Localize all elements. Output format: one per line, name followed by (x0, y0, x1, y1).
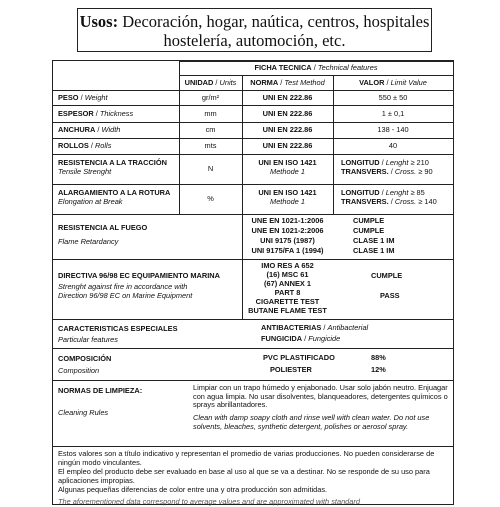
row-espesor-norm: UNI EN 222.86 (262, 109, 313, 118)
divider (53, 348, 453, 349)
traccion-unit: N (207, 164, 214, 173)
divider (179, 75, 453, 76)
row-rollos-unit: mts (204, 141, 217, 150)
divider (53, 259, 453, 260)
especiales-feature-2: FUNGICIDA / Fungicide (261, 334, 341, 343)
divider (53, 122, 453, 123)
divider (53, 214, 453, 215)
limpieza-text-es: Limpiar con un trapo húmedo y enjabonado. Usar solo jabón neutro. Enjuagar con agua limpia. No usar disolventes, blanqueadores, detergentes químicos o sprays abrillantadores. (193, 383, 448, 410)
row-anchura-label: ANCHURA / Width (58, 125, 121, 134)
row-rollos-label: ROLLOS / Rolls (58, 141, 112, 150)
divider (53, 154, 453, 155)
traccion-norm: UNI EN ISO 1421 (258, 158, 317, 167)
sheet-title: FICHA TECNICA / Technical features (254, 63, 378, 72)
fuego-value-2: CUMPLE (353, 226, 385, 235)
row-peso-value: 550 ± 50 (378, 93, 408, 102)
marina-value-1: CUMPLE (371, 271, 403, 280)
fuego-norm-1: UNE EN 1021-1:2006 (251, 216, 324, 225)
traccion-method: Methode 1 (270, 167, 305, 176)
fuego-norm-2: UNE EN 1021-2:2006 (251, 226, 324, 235)
traccion-label-es: RESISTENCIA A LA TRACCIÓN (58, 158, 167, 167)
header-valor: VALOR / Limit Value (359, 78, 427, 87)
divider (53, 105, 453, 106)
especiales-label-en: Particular features (58, 335, 118, 344)
composicion-item-1-name: PVC PLASTIFICADO (263, 353, 335, 362)
usos-line2: hostelería, automoción, etc. (163, 31, 346, 50)
footer-paragraph-2: El empleo del producto debe ser evaluado en base al uso al que se va a destinar. No se responde de su uso para aplicaciones impropias. (58, 467, 430, 485)
divider (53, 90, 453, 91)
rotura-label-es: ALARGAMIENTO A LA ROTURA (58, 188, 171, 197)
divider (53, 446, 453, 447)
limpieza-text-en: Clean with damp soapy cloth and rinse well with clean water. Do not use solvents, bleaches, synthetic detergent, polishes or aerosol spray. (193, 413, 430, 431)
row-rollos-norm: UNI EN 222.86 (262, 141, 313, 150)
fuego-norm-4: UNI 9175/FA 1 (1994) (251, 246, 324, 255)
traccion-label-en: Tensile Strenght (58, 167, 112, 176)
row-peso-norm: UNI EN 222.86 (262, 93, 313, 102)
divider (53, 380, 453, 381)
row-espesor-label: ESPESOR / Thickness (58, 109, 134, 118)
header-unidad: UNIDAD / Units (184, 78, 237, 87)
rotura-method: Methode 1 (270, 197, 305, 206)
usos-box (77, 8, 432, 52)
divider (53, 184, 453, 185)
row-anchura-unit: cm (205, 125, 216, 134)
fuego-value-4: CLASE 1 IM (353, 246, 395, 255)
marina-norm-4: PART 8 (274, 288, 301, 297)
composicion-item-1-pct: 88% (371, 353, 386, 362)
row-anchura-value: 138 - 140 (377, 125, 409, 134)
footer-paragraph-3: Algunas pequeñas diferencias de color entre una y otra producción son admitidas. (58, 485, 328, 494)
traccion-value-transvers: TRANSVERS. / Cross. ≥ 90 (341, 167, 433, 176)
row-peso-unit: gr/m² (201, 93, 220, 102)
composicion-label-es: COMPOSICIÓN (58, 354, 112, 363)
rotura-label-en: Elongation at Break (58, 197, 123, 206)
marina-label-en-2: Direction 96/98 EC on Marine Equipment (58, 291, 193, 300)
fuego-norm-3: UNI 9175 (1987) (260, 236, 315, 245)
row-rollos-value: 40 (388, 141, 398, 150)
limpieza-label-en: Cleaning Rules (58, 408, 109, 417)
fuego-label-es: RESISTENCIA AL FUEGO (58, 223, 148, 232)
divider (53, 138, 453, 139)
row-peso-label: PESO / Weight (58, 93, 108, 102)
row-espesor-value: 1 ± 0,1 (381, 109, 405, 118)
rotura-value-transvers: TRANSVERS. / Cross. ≥ 140 (341, 197, 437, 206)
row-anchura-norm: UNI EN 222.86 (262, 125, 313, 134)
marina-label-en-1: Strenght against fire in accordance with (58, 282, 188, 291)
divider (53, 319, 453, 320)
especiales-label-es: CARACTERISTICAS ESPECIALES (58, 324, 178, 333)
usos-line1: Decoración, hogar, naútica, centros, hospitales (122, 12, 430, 31)
header-norma: NORMA / Test Method (250, 78, 325, 87)
fuego-value-1: CUMPLE (353, 216, 385, 225)
fuego-label-en: Flame Retardancy (58, 237, 119, 246)
row-espesor-unit: mm (204, 109, 217, 118)
technical-sheet (52, 60, 454, 505)
rotura-norm: UNI EN ISO 1421 (258, 188, 317, 197)
marina-norm-1: IMO RES A 652 (261, 261, 314, 270)
footer-paragraph-4: The aforementioned data correspond to average values and are approximated with standard (58, 497, 360, 506)
marina-norm-3: (67) ANNEX 1 (264, 279, 311, 288)
composicion-item-2-pct: 12% (371, 365, 386, 374)
limpieza-label-es: NORMAS DE LIMPIEZA: (58, 386, 143, 395)
marina-norm-5: CIGARETTE TEST (255, 297, 320, 306)
fuego-value-3: CLASE 1 IM (353, 236, 395, 245)
composicion-item-2-name: POLIESTER (270, 365, 312, 374)
marina-norm-6: BUTANE FLAME TEST (248, 306, 327, 315)
divider (179, 61, 453, 62)
composicion-label-en: Composition (58, 366, 100, 375)
marina-label-es: DIRECTIVA 96/98 EC EQUIPAMIENTO MARINA (58, 271, 220, 280)
marina-norm-2: (16) MSC 61 (266, 270, 309, 279)
marina-value-2: PASS (380, 291, 400, 300)
rotura-value-longitud: LONGITUD / Lenght ≥ 85 (341, 188, 425, 197)
rotura-unit: % (207, 194, 214, 203)
footer-paragraph-1: Estos valores son a título indicativo y representan el promedio de varias producciones. No pueden considerarse de ningún modo vinculantes. (58, 449, 435, 467)
especiales-feature-1: ANTIBACTERIAS / Antibacterial (261, 323, 369, 332)
usos-label: Usos: (79, 12, 119, 31)
traccion-value-longitud: LONGITUD / Lenght ≥ 210 (341, 158, 429, 167)
